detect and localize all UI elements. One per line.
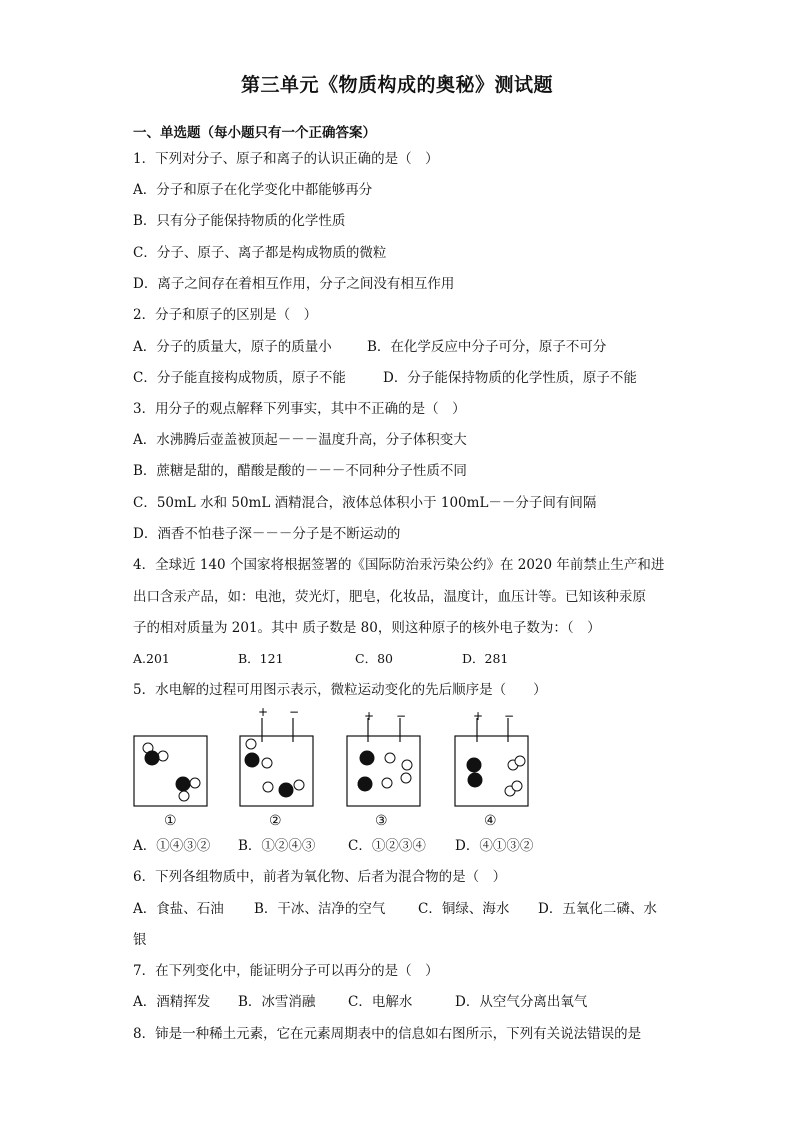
figure-label-4: ④: [484, 813, 497, 829]
q7-option-a: A．酒精挥发: [133, 994, 211, 1010]
q5-option-c: C．①②③④: [348, 838, 426, 854]
q7-stem: 7．在下列变化中，能证明分子可以再分的是（ ）: [133, 963, 439, 979]
q3-stem: 3．用分子的观点解释下列事实，其中不正确的是（ ）: [133, 401, 466, 417]
q1-stem: 1．下列对分子、原子和离子的认识正确的是（ ）: [133, 151, 439, 167]
q1-option-c: C．分子、原子、离子都是构成物质的微粒: [133, 245, 387, 261]
q4-option-a: A.201: [133, 651, 170, 666]
plus-sign-3: +: [364, 709, 375, 723]
figure-label-1: ①: [164, 813, 177, 829]
q8-stem: 8．铈是一种稀土元素，它在元素周期表中的信息如右图所示，下列有关说法错误的是: [133, 1026, 642, 1042]
q4-option-c: C．80: [355, 651, 393, 666]
diagram-box-1: [134, 736, 207, 806]
q6-option-d: D．五氧化二磷、水: [538, 901, 657, 917]
minus-sign-4: −: [504, 709, 515, 723]
q3-option-d: D．酒香不怕巷子深－－－分子是不断运动的: [133, 526, 401, 542]
q1-option-a: A．分子和原子在化学变化中都能够再分: [133, 182, 373, 198]
minus-sign-3: −: [396, 709, 407, 723]
q4-line-3: 子的相对质量为 201。其中 质子数是 80，则这种原子的核外电子数为：（ ）: [133, 620, 601, 636]
q7-option-c: C．电解水: [348, 994, 413, 1010]
q1-option-b: B．只有分子能保持物质的化学性质: [133, 213, 346, 229]
q2-option-a: A．分子的质量大，原子的质量小: [133, 339, 332, 355]
section-heading: 一、单选题（每小题只有一个正确答案）: [133, 125, 376, 141]
diagram-box-2: [240, 718, 313, 806]
minus-sign-2: −: [289, 705, 300, 719]
q6-option-d-continued: 银: [133, 932, 147, 948]
q3-option-a: A．水沸腾后壶盖被顶起－－－温度升高，分子体积变大: [133, 432, 467, 448]
q5-option-a: A．①④③②: [133, 838, 211, 854]
q4-line-2: 出口含汞产品，如：电池，荧光灯，肥皂，化妆品，温度计，血压计等。已知该种汞原: [133, 589, 646, 605]
q2-option-b: B．在化学反应中分子可分，原子不可分: [367, 339, 607, 355]
diagram-box-4: [455, 718, 528, 806]
q1-option-d: D．离子之间存在着相互作用，分子之间没有相互作用: [133, 276, 455, 292]
q5-option-d: D．④①③②: [455, 838, 534, 854]
figure-label-2: ②: [269, 813, 282, 829]
plus-sign-2: +: [258, 705, 269, 719]
q7-option-b: B．冰雪消融: [238, 994, 316, 1010]
q3-option-c: C．50mL 水和 50mL 酒精混合，液体总体积小于 100mL－－分子间有间隔: [133, 495, 597, 511]
q4-option-b: B．121: [238, 651, 284, 666]
q6-option-b: B．干冰、洁净的空气: [254, 901, 386, 917]
q2-stem: 2．分子和原子的区别是（ ）: [133, 307, 318, 323]
q2-option-d: D．分子能保持物质的化学性质，原子不能: [383, 370, 637, 386]
q4-option-d: D．281: [462, 651, 509, 666]
q3-option-b: B．蔗糖是甜的，醋酸是酸的－－－不同种分子性质不同: [133, 463, 467, 479]
q5-stem: 5．水电解的过程可用图示表示，微粒运动变化的先后顺序是（ ）: [133, 682, 547, 698]
diagram-box-3: [347, 718, 420, 806]
q6-stem: 6．下列各组物质中，前者为氧化物、后者为混合物的是（ ）: [133, 869, 507, 885]
q4-line-1: 4．全球近 140 个国家将根据签署的《国际防治汞污染公约》在 2020 年前禁止生产和进: [133, 557, 665, 573]
q5-option-b: B．①②④③: [238, 838, 316, 854]
q6-option-a: A．食盐、石油: [133, 901, 224, 917]
figure-label-3: ③: [375, 813, 388, 829]
q7-option-d: D．从空气分离出氧气: [455, 994, 588, 1010]
q2-option-c: C．分子能直接构成物质，原子不能: [133, 370, 346, 386]
q6-option-c: C．铜绿、海水: [418, 901, 510, 917]
plus-sign-4: +: [473, 709, 484, 723]
page-title: 第三单元《物质构成的奥秘》测试题: [240, 74, 553, 96]
electrolysis-figure: [128, 700, 548, 810]
